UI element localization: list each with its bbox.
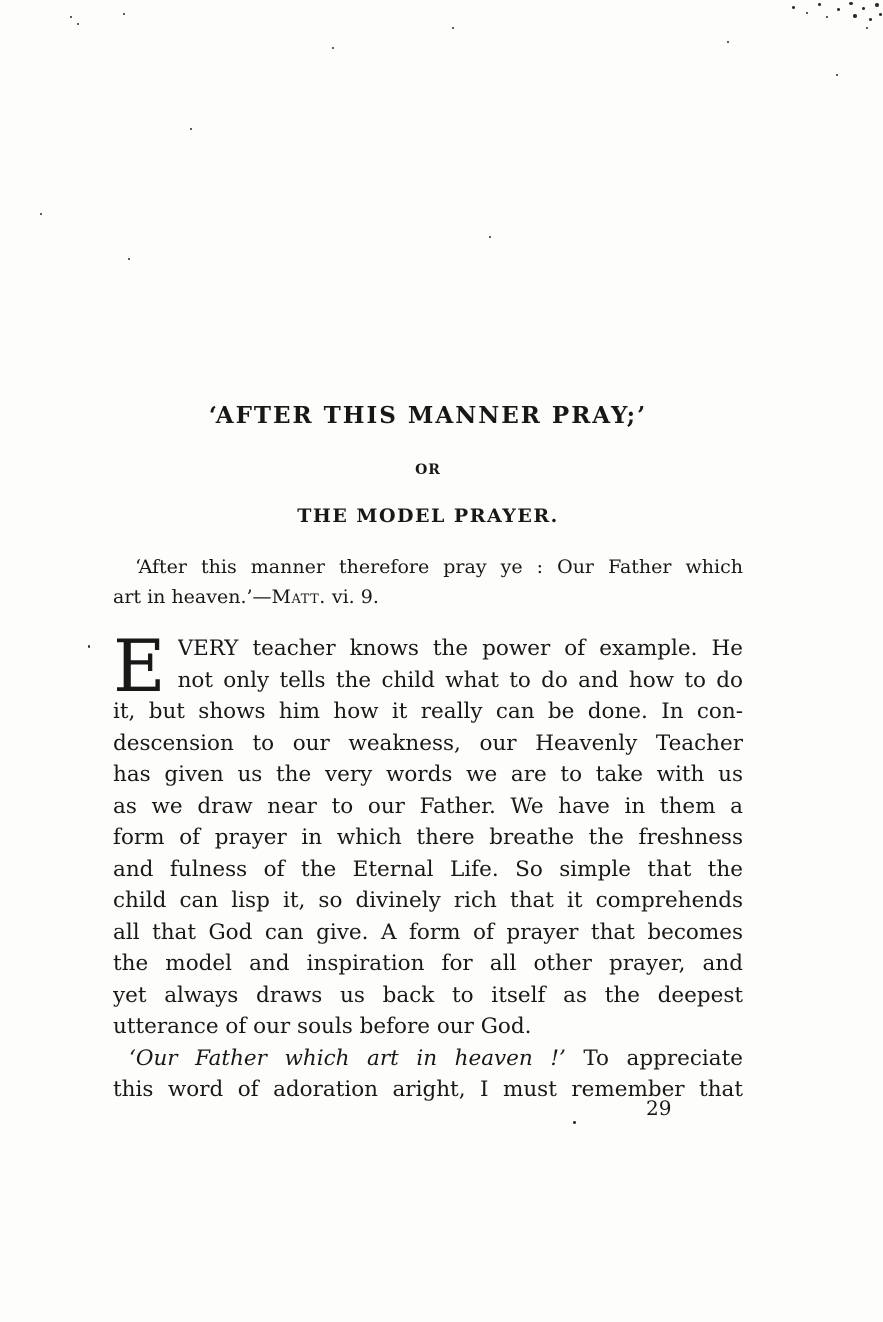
scan-speck [869, 18, 872, 21]
scan-speck [875, 3, 879, 7]
epigraph-line-1: ‘After this manner therefore pray ye : Our Father which [135, 556, 743, 578]
body-line [113, 917, 743, 949]
scan-speck [332, 47, 334, 49]
body-line-text: utterance of our souls before our God. [113, 1014, 532, 1039]
scan-speck [862, 7, 865, 10]
body-line-text: the model and inspiration for all other prayer, and [113, 951, 743, 976]
body-line [178, 665, 743, 697]
divider-or: OR [415, 462, 441, 478]
heading-block [113, 403, 743, 527]
scan-speck [489, 236, 491, 238]
scripture-ref: Matt. [271, 586, 326, 608]
body-line [178, 633, 743, 665]
body-line-text: not only tells the child what to do and how to do [177, 667, 743, 693]
body-line-text: and fulness of the Eternal Life. So simple that the [113, 856, 743, 882]
body-line [113, 980, 743, 1012]
body-line [113, 885, 743, 917]
body-line [113, 1011, 743, 1043]
body-line [113, 948, 743, 980]
page-title: ‘AFTER THIS MANNER PRAY;’ [208, 402, 648, 429]
body-line [113, 791, 743, 823]
scripture-verse: vi. 9. [325, 586, 379, 608]
body-text [113, 624, 743, 1106]
scan-speck [452, 27, 454, 29]
scan-speck [818, 3, 821, 6]
body-line [113, 759, 743, 791]
scan-speck [123, 13, 125, 15]
body-line [113, 728, 743, 760]
scan-speck [866, 27, 868, 29]
scan-speck [826, 16, 828, 18]
scan-speck [837, 8, 840, 11]
scan-speck [792, 6, 795, 9]
drop-cap: E [113, 624, 166, 708]
scan-speck [573, 1121, 576, 1124]
epigraph-line-2 [113, 582, 743, 612]
epigraph-line-2-text: art in heaven.’— [113, 586, 272, 608]
body-line-text: form of prayer in which there breathe the freshness [113, 825, 743, 850]
body-line [113, 1043, 743, 1075]
scan-speck [853, 14, 857, 18]
body-line-text: yet always draws us back to itself as the deepest [113, 982, 743, 1008]
scan-speck [88, 645, 90, 648]
scan-speck [836, 74, 838, 76]
body-line [113, 854, 743, 886]
body-line-text: as we draw near to our Father. We have in them a [113, 793, 743, 819]
body-line-text: descension to our weakness, our Heavenly Teacher [113, 730, 743, 756]
scan-speck [806, 12, 808, 14]
body-line-text: To appreciate [565, 1045, 743, 1071]
body-line-text: all that God can give. A form of prayer that becomes [113, 919, 743, 945]
italic-quote: ‘Our Father which art in heaven !’ [129, 1045, 566, 1071]
scan-speck [190, 128, 192, 130]
scan-speck [70, 16, 72, 18]
scan-speck [128, 258, 130, 260]
scan-speck [849, 2, 853, 5]
body-line-text: child can lisp it, so divinely rich that it comprehends [113, 888, 743, 913]
body-line-text: VERY teacher knows the power of example. He [177, 636, 743, 661]
body-line-text: it, but shows him how it really can be done. In con- [113, 699, 743, 724]
scan-speck [727, 41, 729, 43]
page-subtitle: THE MODEL PRAYER. [297, 505, 559, 527]
scan-speck [40, 213, 42, 215]
page-number: 29 [646, 1096, 672, 1120]
body-line-text: this word of adoration aright, I must remember that [113, 1077, 743, 1102]
paragraph [113, 624, 743, 1043]
scan-speck [77, 23, 79, 25]
body-line-text: has given us the very words we are to take with us [113, 762, 743, 787]
scan-speck [879, 13, 882, 16]
body-line [113, 822, 743, 854]
body-line [113, 696, 743, 728]
epigraph [113, 552, 743, 612]
